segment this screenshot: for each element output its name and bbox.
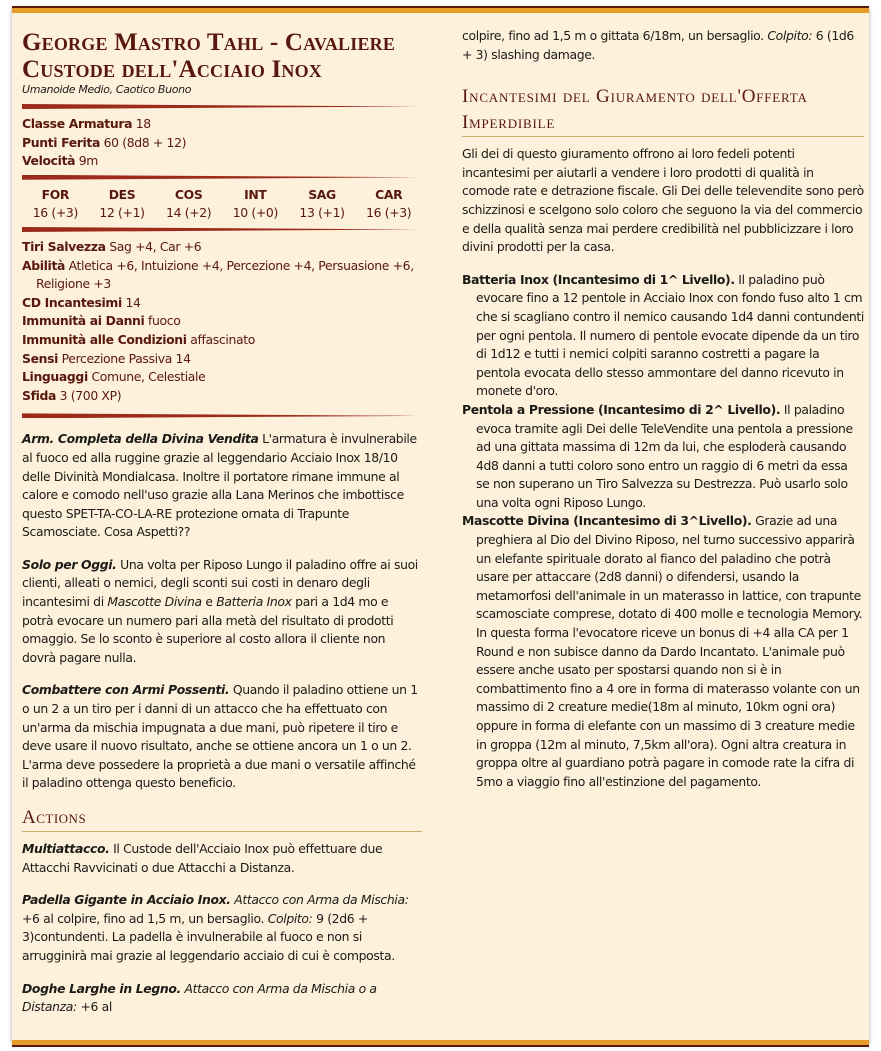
ability-int <box>222 186 289 223</box>
action-text: +6 al colpire, fino ad 1,5 m, un bersaglio. <box>22 910 265 926</box>
ability-name: FOR <box>41 186 70 202</box>
ability-name: COS <box>174 186 203 202</box>
spell-name: Batteria Inox (Incantesimo di 1^ Livello). <box>462 271 735 287</box>
spell-batteria-inox <box>462 271 864 401</box>
right-column <box>462 13 864 791</box>
ability-value: 16 (+3) <box>32 205 78 221</box>
ability-name: INT <box>244 186 267 202</box>
trait-text: Una volta per Riposo Lungo il paladino offre ai suoi clienti, alleati o nemici, degli sconti sui costi in denaro degli incantesimi di <box>22 556 418 610</box>
ability-name: DES <box>108 186 136 202</box>
prop-label: Tiri Salvezza <box>22 238 106 254</box>
action-doghe-continued <box>462 27 864 64</box>
action-doghe <box>22 980 422 1017</box>
armor-class-label: Classe Armatura <box>22 116 133 131</box>
ability-name: CAR <box>375 186 403 202</box>
trait-spell-ref: Mascotte Divina <box>107 594 202 610</box>
prop-value: Comune, Celestiale <box>91 369 206 385</box>
prop-value: affascinato <box>190 331 255 347</box>
action-text: 6 (1d6 + 3) slashing damage. <box>462 28 854 62</box>
trait-solo-per-oggi <box>22 556 422 668</box>
trait-name: Combattere con Armi Possenti. <box>22 682 230 698</box>
action-text: 9 (2d6 + 3)contundenti. La padella è invulnerabile al fuoco e non si arrugginirà mai grazie al leggendario acciaio di cui è composta. <box>22 910 395 963</box>
condition-immunities <box>22 331 422 350</box>
ability-scores <box>22 186 422 223</box>
speed-value: 9m <box>78 153 99 169</box>
speed <box>22 152 422 171</box>
ability-value: 10 (+0) <box>232 205 278 221</box>
action-text: +6 al <box>80 999 112 1015</box>
action-hit-label: Colpito: <box>267 910 313 926</box>
action-attack-type: Attacco con Arma da Mischia: <box>234 892 409 908</box>
spells-intro: Gli dei di questo giuramento offrono ai loro fedeli potenti incantesimi per aiutarli a vendere i loro prodotti di qualità in comode rate e detrazione fiscale. Gli Dei delle televendite sono però schizzinosi e scelgono solo coloro che seguono la via del commercio e della qualità senza mai perdere credibilità nel pubblicizzare i loro divini prodotti per la casa. <box>462 146 864 255</box>
prop-value: Sag +4, Car +6 <box>109 238 202 254</box>
trait-spell-ref: Batteria Inox <box>216 594 292 610</box>
prop-label: Immunità ai Danni <box>22 313 145 329</box>
prop-label: Linguaggi <box>22 369 88 385</box>
action-text: colpire, fino ad 1,5 m o gittata 6/18m, un bersaglio. <box>462 28 764 43</box>
spell-mascotte-divina <box>462 512 864 791</box>
ability-des <box>89 186 156 223</box>
divider <box>22 413 422 418</box>
action-name: Doghe Larghe in Legno. <box>22 980 181 996</box>
prop-value: Percezione Passiva 14 <box>61 350 191 366</box>
prop-label: Immunità alle Condizioni <box>22 331 187 347</box>
ability-name: SAG <box>308 186 336 202</box>
divider <box>22 175 422 180</box>
ability-value: 12 (+1) <box>99 205 145 221</box>
challenge <box>22 387 422 406</box>
spells-heading: Incantesimi del Giuramento dell'Offerta Imperdibile <box>462 84 864 137</box>
spell-dc <box>22 294 422 313</box>
damage-immunities <box>22 312 422 331</box>
ability-value: 14 (+2) <box>166 205 212 221</box>
prop-value: 3 (700 XP) <box>59 387 122 403</box>
spell-name: Pentola a Pressione (Incantesimo di 2^ Livello). <box>462 401 781 417</box>
action-text: Il Custode dell'Acciaio Inox può effettuare due Attacchi Ravvicinati o due Attacchi a Distanza. <box>22 841 383 875</box>
monster-name: George Mastro Tahl - Cavaliere Custode dell'Acciaio Inox <box>22 29 396 83</box>
trait-text: pari a 1d4 mo e potrà evocare un numero pari alla metà del risultato di prodotti omaggio. Se lo sconto è superiore al costo allora il cliente non dovrà pagare nulla. <box>22 594 394 665</box>
action-name: Padella Gigante in Acciaio Inox. <box>22 892 231 908</box>
ability-cos <box>155 186 222 223</box>
monster-meta: Umanoide Medio, Caotico Buono <box>22 83 192 96</box>
prop-value: fuoco <box>148 313 181 329</box>
prop-value: Atletica +6, Intuizione +4, Percezione +4, Persuasione +6, Religione +3 <box>36 257 414 292</box>
left-column <box>22 13 422 1031</box>
ability-sag <box>289 186 356 223</box>
speed-label: Velocità <box>22 153 76 169</box>
prop-label: Abilità <box>22 257 66 273</box>
action-name: Multiattacco. <box>22 841 110 856</box>
prop-value: 14 <box>125 294 141 310</box>
senses <box>22 350 422 369</box>
skills <box>22 257 422 294</box>
hit-points-value: 60 (8d8 + 12) <box>103 134 187 150</box>
trait-text: Quando il paladino ottiene un 1 o un 2 a un tiro per i danni di un attacco che ha effettuato con un'arma da mischia impugnata a due mani, può ripetere il tiro e deve usare il nuovo risultato, anche se ottiene ancora un 1 o un 2. L'arma deve possedere la proprietà a due mani o versatile affinché il paladino ottenga questo beneficio. <box>22 682 418 791</box>
spell-name: Mascotte Divina (Incantesimo di 3^Livello). <box>462 513 752 529</box>
action-padella <box>22 891 422 965</box>
action-hit-label: Colpito: <box>767 28 813 43</box>
prop-label: Sensi <box>22 350 59 366</box>
trait-text: L'armatura è invulnerabile al fuoco ed alla ruggine grazie al leggendario Acciaio Inox 18/10 delle Divinità Mondialcasa. Inoltre il portatore rimane immune al calore e comodo nell'uso grazie alla Lana Merinos che imbottisce questo SPET-TA-CO-LA-RE protezione ornata di Trapunte Scamosciate. Cosa Aspetti?? <box>22 431 417 540</box>
ability-value: 13 (+1) <box>299 205 345 221</box>
languages <box>22 368 422 387</box>
prop-label: Sfida <box>22 387 57 403</box>
divider <box>22 227 422 232</box>
ability-for <box>22 186 89 223</box>
actions-heading: Actions <box>22 807 422 832</box>
spell-text: Il paladino può evocare fino a 12 pentole in Acciaio Inox con fondo fuso alto 1 cm che si scagliano contro il nemico causando 1d4 danni contundenti per ogni pentola. Il numero di pentole evocate dipende da un tiro di 1d12 e tutti i nemici colpiti saranno costretti a pagare la pentola evocata dello stesso ammontare del danno ricevuto in monete d'oro. <box>476 271 864 399</box>
armor-class <box>22 115 422 134</box>
stat-block-page <box>12 8 869 1045</box>
trait-name: Arm. Completa della Divina Vendita <box>22 431 259 447</box>
spell-pentola-pressione <box>462 401 864 513</box>
divider <box>22 104 422 109</box>
action-attack-type: Attacco con Arma da Mischia o a Distanza: <box>22 980 377 1015</box>
trait-text: e <box>201 594 217 610</box>
hit-points-label: Punti Ferita <box>22 134 101 150</box>
prop-label: CD Incantesimi <box>22 294 122 310</box>
action-multiattack <box>22 840 422 877</box>
saving-throws <box>22 238 422 257</box>
ability-car <box>355 186 422 223</box>
spell-text: Il paladino evoca tramite agli Dei delle TeleVendite una pentola a pressione ad una gittata massima di 12m da lui, che esploderà causando 4d8 danni a tutti coloro sono entro un raggio di 6 metri da essa se non superano un Tiro Salvezza su Destrezza. Può usarlo solo una volta ogni Riposo Lungo. <box>476 401 853 510</box>
ability-value: 16 (+3) <box>366 205 412 221</box>
trait-name: Solo per Oggi. <box>22 556 117 572</box>
trait-great-weapon <box>22 681 422 793</box>
armor-class-value: 18 <box>135 116 151 131</box>
spell-text: Grazie ad una preghiera al Dio del Divino Riposo, nel turno successivo apparirà un elefante spirituale dorato al fianco del paladino che potrà usare per attaccare (2d8 danni) o difendersi, usando la metamorfosi dell'animale in un materasso in lattice, con trapunte scamosciate comprese, dotato di 400 molle e tecnologia Memory. In questa forma l'evocatore riceve un bonus di +4 alla CA per 1 Round e non subisce danno da Dardo Incantato. L'animale può essere anche usato per spostarsi quando non si è in combattimento fino a 4 ore in forma di materasso volante con un massimo di 2 creature medie(18m al minuto, 10km ogni ora) oppure in forma di elefante con un massimo di 3 creature medie in groppa (12m al minuto, 7,5km all'ora). Ogni altra creatura in groppa oltre al guardiano potrà pagare in comode rate la cifra di 5mo a viaggio fino all'estinzione del pagamento. <box>476 513 863 789</box>
hit-points <box>22 134 422 153</box>
trait-armor <box>22 430 422 542</box>
